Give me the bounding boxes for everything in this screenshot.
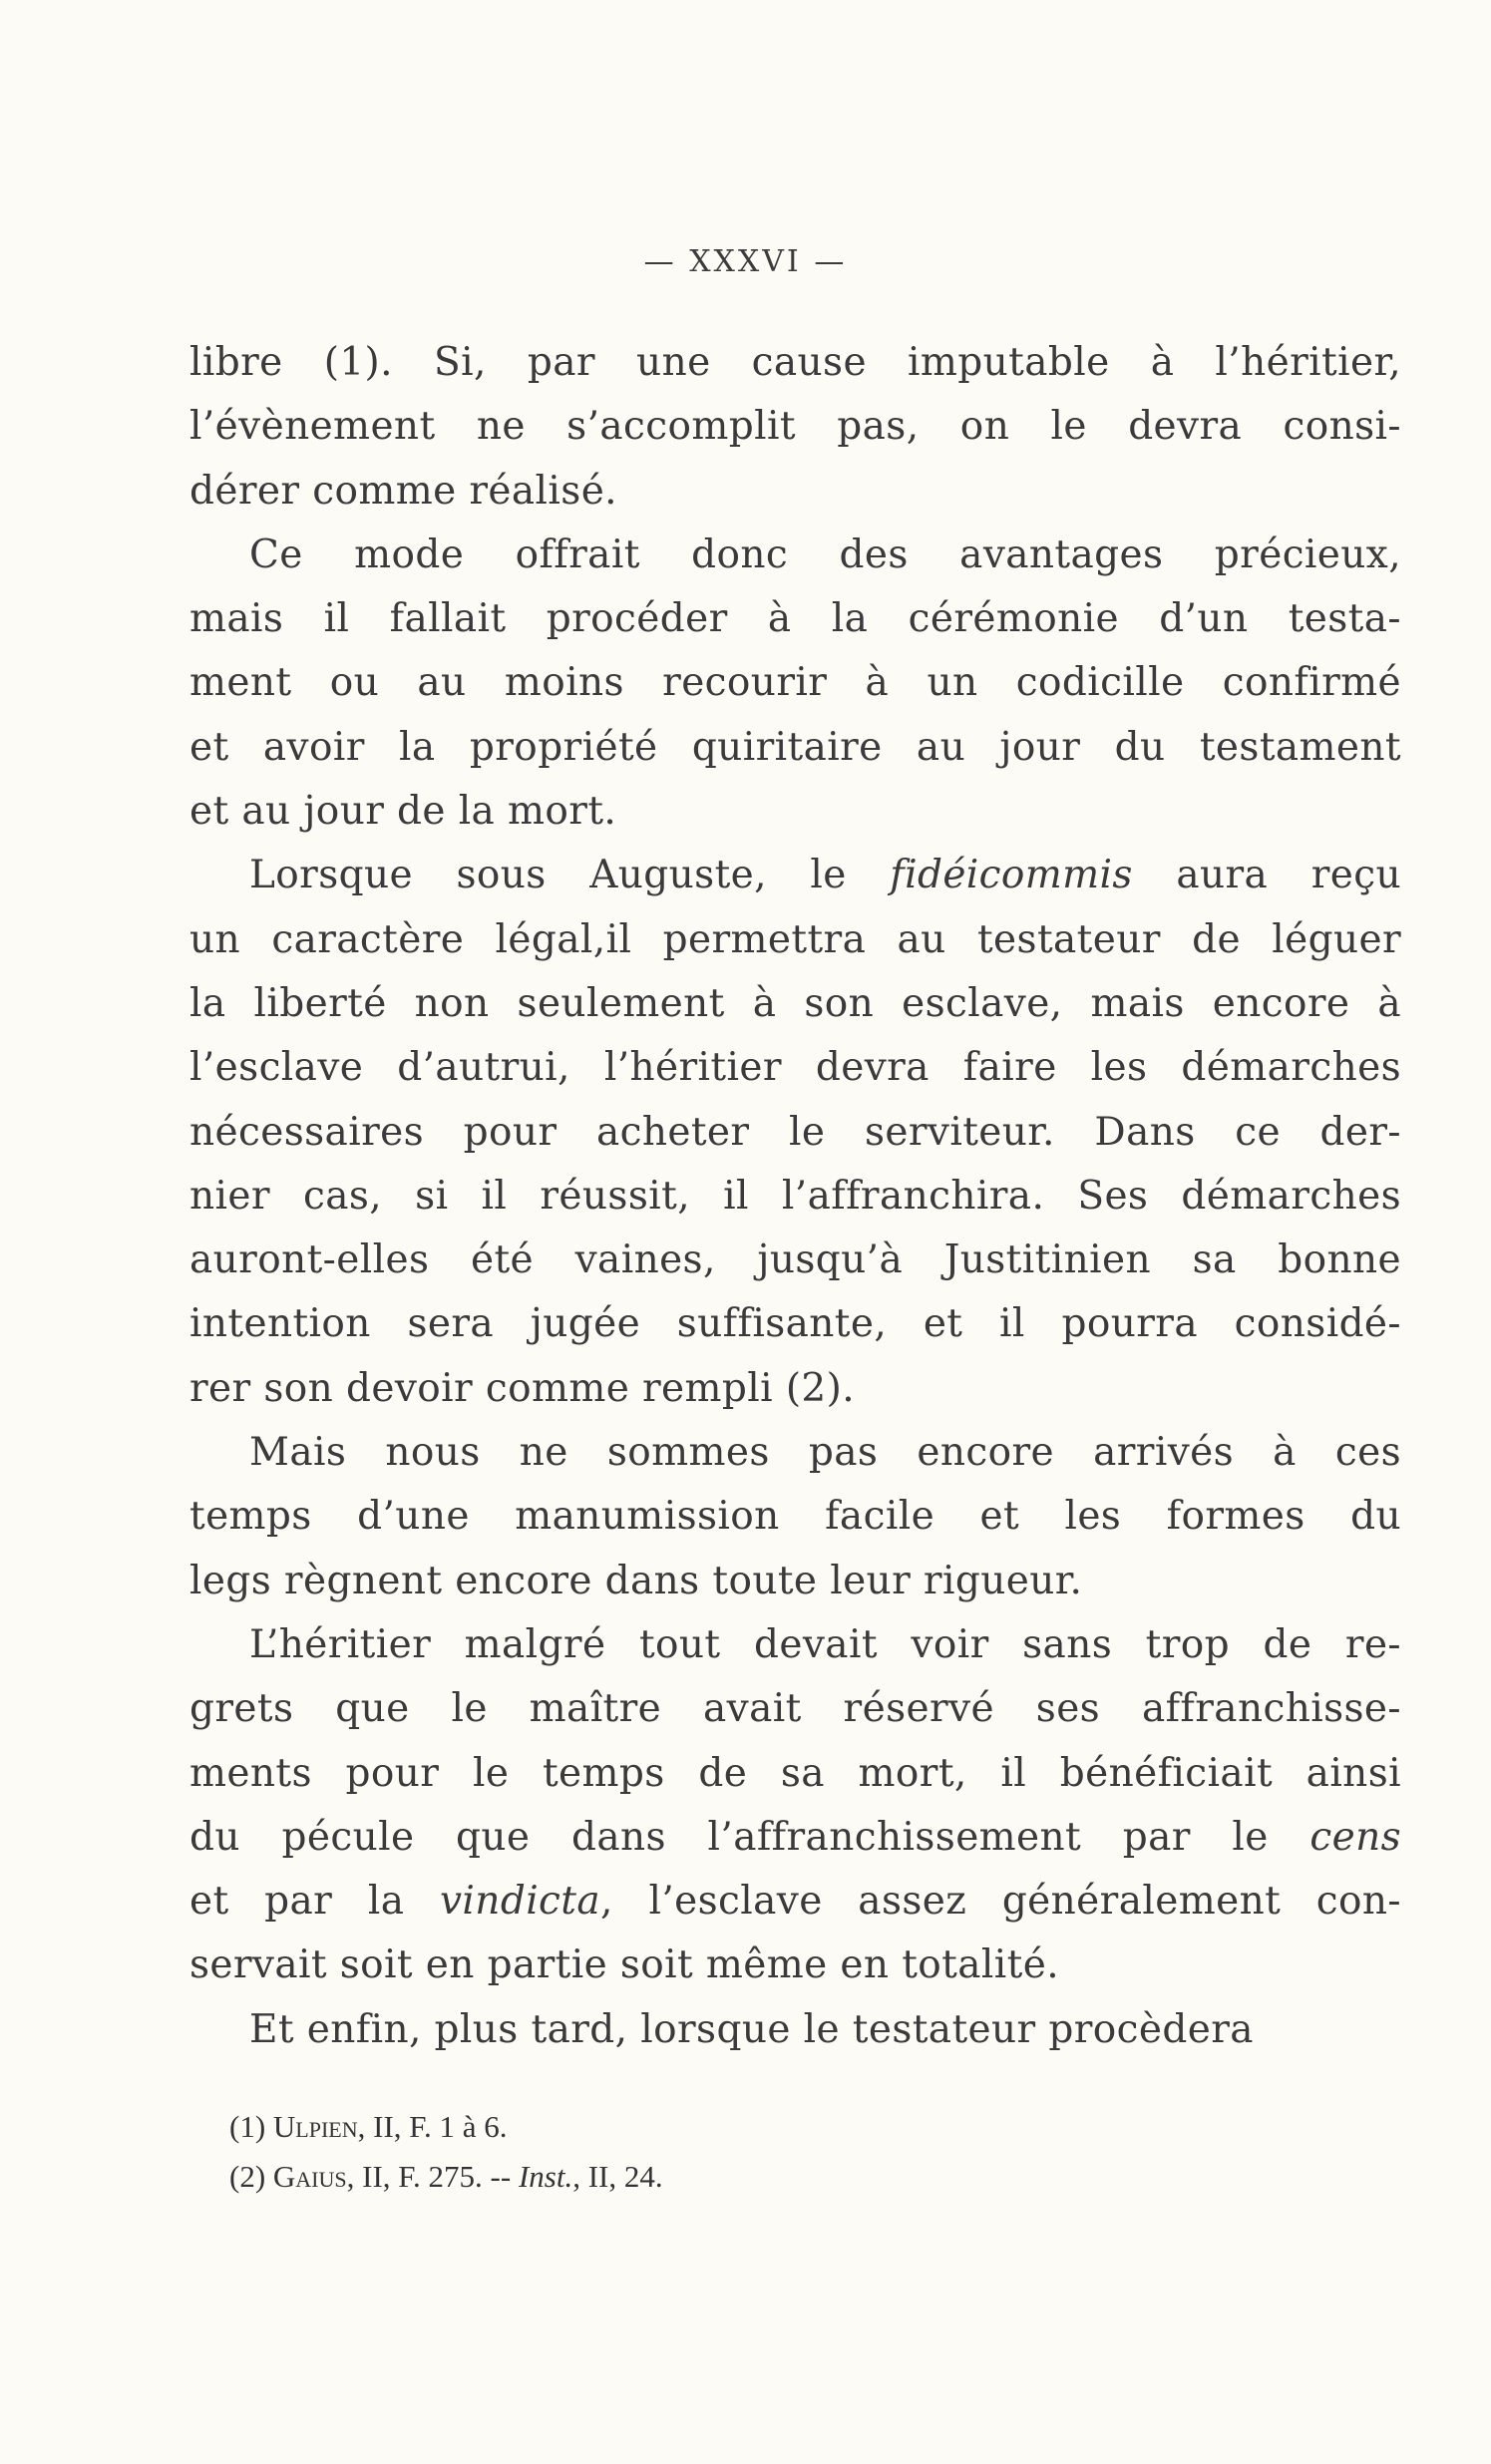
text-segment: du pécule que dans l’affranchissement par le [189,1814,1269,1860]
text-line [189,844,1401,907]
text-line: ments pour le temps de sa mort, il bénéficiait ainsi [189,1750,1401,1796]
text-line: l’esclave d’autrui, l’héritier devra faire les démarches [189,1045,1401,1091]
footnote-marker: (2) [229,2159,266,2194]
footnote-source-italic: Inst. [518,2159,573,2194]
text-line: L’héritier malgré tout devait voir sans trop de re- [249,1621,1401,1667]
footnote-ref: , II, F. 275. -- [346,2159,512,2194]
text-line: grets que le maître avait réservé ses affranchisse- [189,1686,1401,1732]
footnote-author: Gaius [272,2159,347,2194]
main-text [189,331,1401,2062]
italic-term: fidéicommis [890,853,1133,898]
text-line: l’évènement ne s’accomplit pas, on le devra consi- [189,404,1401,450]
footnote-ref: , II, 24. [572,2159,663,2194]
text-line: legs règnent encore dans toute leur rigueur. [189,1558,1083,1603]
text-line: Et enfin, plus tard, lorsque le testateur procèdera [249,2006,1254,2052]
text-line: Mais nous ne sommes pas encore arrivés à ces [249,1430,1401,1476]
text-line: et avoir la propriété quiritaire au jour du testament [189,724,1401,770]
text-line: intention sera jugée suffisante, et il pourra considé- [189,1301,1401,1347]
text-line: libre (1). Si, par une cause imputable à l’héritier, [189,340,1401,385]
text-segment: Lorsque sous Auguste, le [249,853,847,898]
text-line: mais il fallait procéder à la cérémonie d’un testa- [189,596,1401,642]
footnote-ref: , II, F. 1 à 6. [357,2109,508,2144]
footnotes [229,2102,1227,2202]
text-line: nier cas, si il réussit, il l’affranchira. Ses démarches [189,1173,1401,1219]
text-line: servait soit en partie soit même en totalité. [189,1942,1060,1988]
text-line: un caractère légal,il permettra au testateur de léguer [189,916,1401,962]
text-line: temps d’une manumission facile et les formes du [189,1494,1401,1540]
text-segment: aura reçu [1176,853,1401,898]
italic-term: cens [1309,1814,1401,1860]
footnote-marker: (1) [229,2109,266,2144]
text-line [189,1806,1401,1870]
text-line: dérer comme réalisé. [189,468,617,514]
text-line: et au jour de la mort. [189,789,617,835]
page-number-header: — XXXVI — [643,244,848,279]
footnote-2 [229,2152,1227,2202]
text-line: auront-elles été vaines, jusqu’à Justitinien sa bonne [189,1237,1401,1283]
text-line: Ce mode offrait donc des avantages précieux, [249,531,1401,577]
footnote-author: Ulpien [272,2109,358,2144]
text-line [189,1870,1401,1934]
text-segment: et par la [189,1879,405,1925]
text-segment: , l’esclave assez généralement con- [600,1879,1401,1925]
text-line: la liberté non seulement à son esclave, mais encore à [189,980,1401,1026]
text-line: ment ou au moins recourir à un codicille confirmé [189,660,1401,706]
footnote-1 [229,2102,1227,2152]
text-line: nécessaires pour acheter le serviteur. Dans ce der- [189,1109,1401,1155]
text-line: rer son devoir comme rempli (2). [189,1365,856,1411]
italic-term: vindicta [440,1879,601,1925]
